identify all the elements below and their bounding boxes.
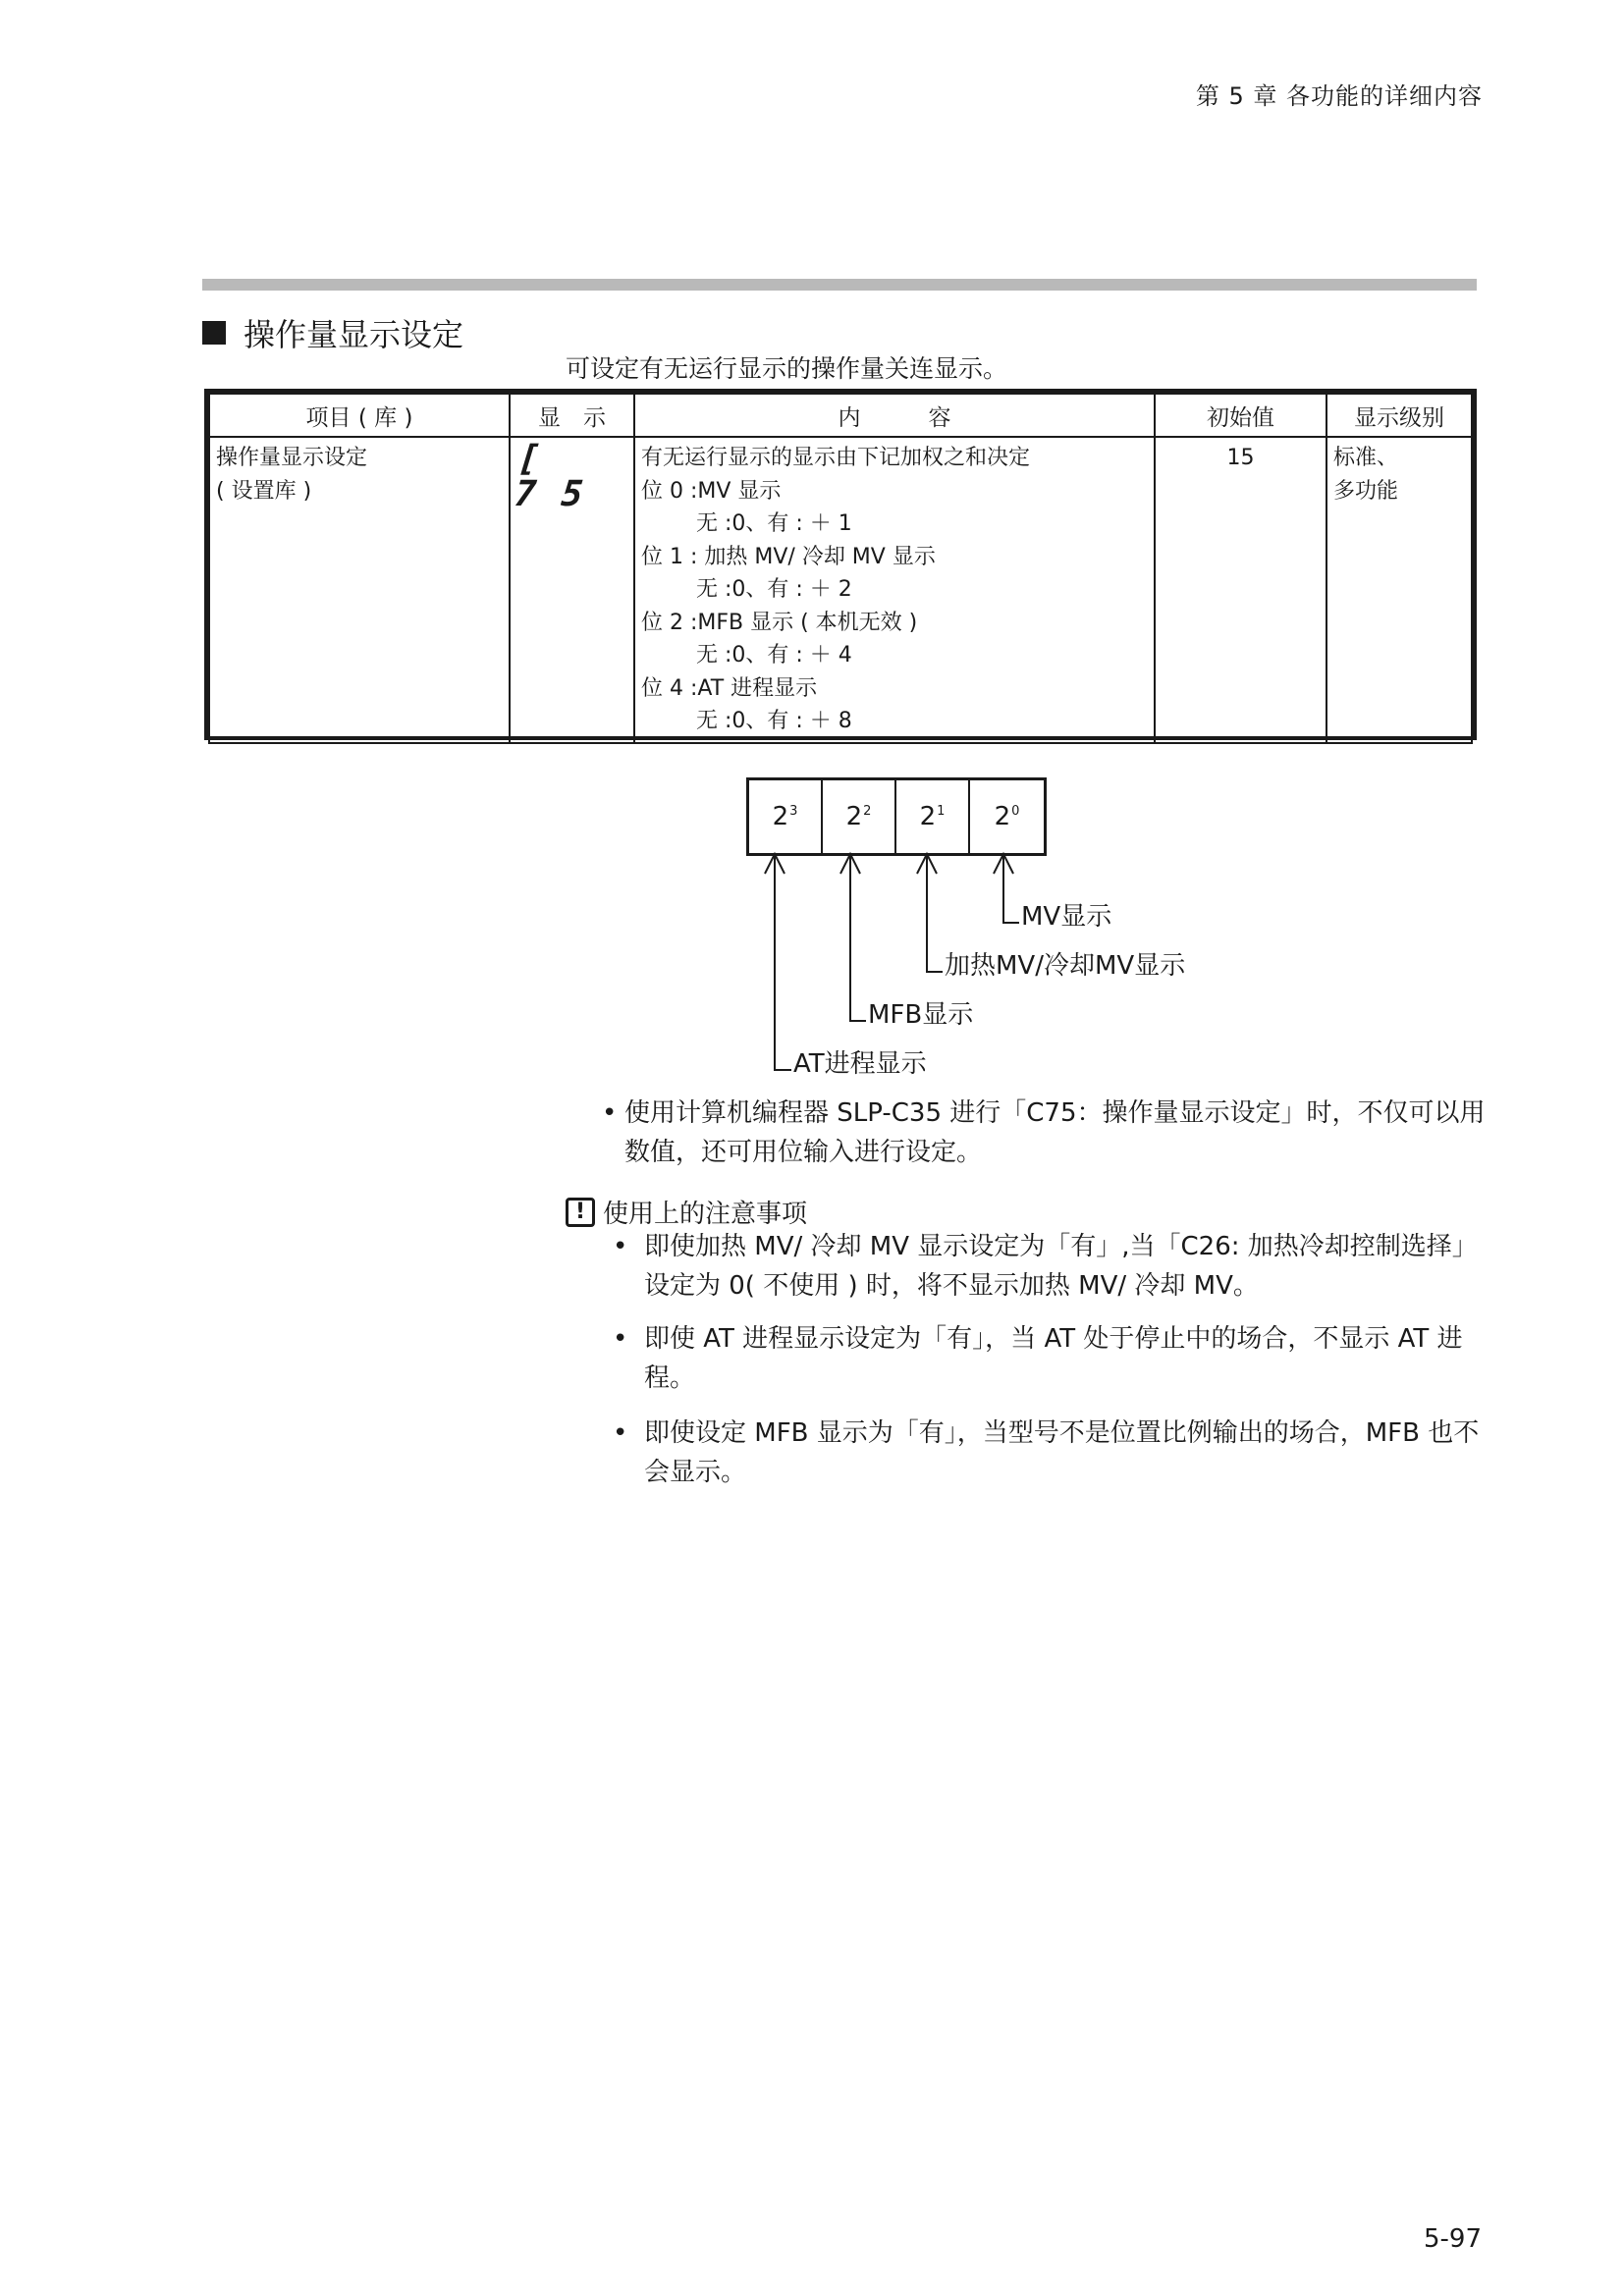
bit2-label: MFB显示 — [868, 1000, 974, 1030]
item-bank: ( 设置库 ) — [216, 478, 312, 504]
caution-item — [613, 1319, 1487, 1398]
arrow-bit3 — [765, 854, 791, 1070]
bit-box-2: 2 $^2$ — [823, 780, 896, 853]
section-title-text: 操作量显示设定 — [244, 316, 464, 353]
content-line: 位 1 : 加热 MV/ 冷却 MV 显示 — [641, 544, 936, 569]
arrow-bit2 — [840, 854, 866, 1021]
item-name: 操作量显示设定 — [216, 446, 368, 470]
header-content: 内 容 — [634, 394, 1155, 437]
content-line: 位 0 :MV 显示 — [641, 478, 782, 504]
caution-heading — [566, 1194, 807, 1230]
level-line: 多功能 — [1333, 478, 1399, 504]
content-line: 无 :0、有 : ＋ 1 — [696, 511, 852, 536]
page-number: 5-97 — [1423, 2224, 1482, 2254]
caution-item-text: 即使 AT 进程显示设定为「有」，当 AT 处于停止中的场合，不显示 AT 进程。 — [644, 1324, 1463, 1393]
caution-item-text: 即使加热 MV/ 冷却 MV 显示设定为「有」,当「C26: 加热冷却控制选择」设定为 0( 不使用 ) 时，将不显示加热 MV/ 冷却 MV。 — [644, 1232, 1478, 1301]
header-display-level: 显示级别 — [1326, 394, 1472, 437]
arrow-bit0 — [994, 854, 1019, 923]
content-line: 位 2 :MFB 显示 ( 本机无效 ) — [641, 610, 918, 635]
bit3-label: AT进程显示 — [793, 1049, 927, 1079]
content-line: 无 :0、有 : ＋ 2 — [696, 577, 852, 602]
bit-box-3: 2 $^3$ — [749, 780, 823, 853]
caution-item-text: 即使设定 MFB 显示为「有」，当型号不是位置比例输出的场合，MFB 也不会显示。 — [644, 1418, 1480, 1487]
header-initial-value: 初始值 — [1155, 394, 1326, 437]
bit1-label: 加热MV/冷却MV显示 — [945, 951, 1186, 981]
header-item: 项目 ( 库 ) — [209, 394, 510, 437]
bullet-icon: • — [613, 1418, 628, 1448]
arrow-bit1 — [917, 854, 943, 972]
note-paragraph — [602, 1094, 1486, 1172]
seven-segment-display: [ 75 — [513, 439, 611, 514]
bullet-icon: • — [613, 1232, 628, 1261]
caution-item — [613, 1414, 1487, 1492]
bullet-icon: • — [613, 1324, 628, 1354]
caution-title-text: 使用上的注意事项 — [603, 1200, 808, 1229]
note-bullet-dot: • — [602, 1098, 618, 1128]
caution-item — [613, 1227, 1487, 1306]
exclamation-box-icon: ! — [566, 1198, 595, 1227]
cell-initial-value: 15 — [1155, 437, 1326, 743]
chapter-header: 第 5 章 各功能的详细内容 — [1195, 82, 1483, 110]
bit-box-0: 2 $^0$ — [994, 802, 1020, 831]
note-text: 使用计算机编程器 SLP-C35 进行「C75：操作量显示设定」时，不仅可以用数值，还可用位输入进行设定。 — [624, 1098, 1486, 1167]
content-line: 位 4 :AT 进程显示 — [641, 675, 818, 701]
bit-box-1: 2 $^1$ — [896, 780, 970, 853]
header-display: 显 示 — [510, 394, 634, 437]
bit-callout-lines — [0, 0, 1624, 1080]
level-line: 标准、 — [1333, 446, 1399, 470]
section-intro: 可设定有无运行显示的操作量关连显示。 — [566, 354, 1008, 383]
content-line: 有无运行显示的显示由下记加权之和决定 — [641, 446, 1031, 470]
content-line: 无 :0、有 : ＋ 8 — [696, 709, 852, 733]
bit0-label: MV显示 — [1021, 902, 1112, 932]
content-line: 无 :0、有 : ＋ 4 — [696, 643, 852, 667]
